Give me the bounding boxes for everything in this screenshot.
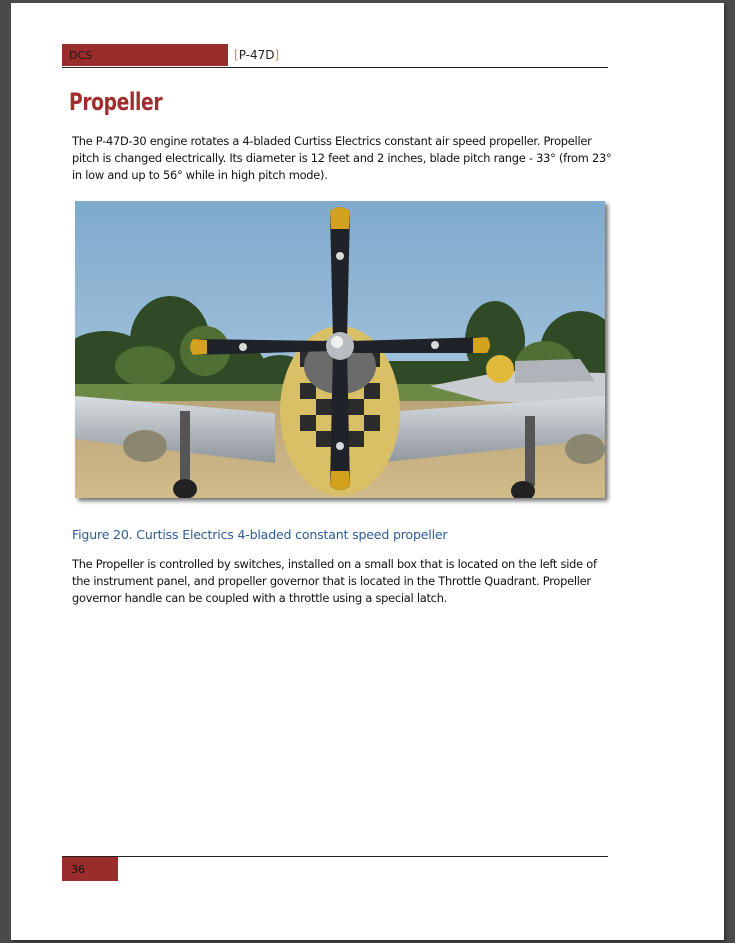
header-rule: [62, 67, 608, 68]
page-number: 36: [71, 863, 85, 876]
header-module: [234, 48, 279, 62]
figure-caption: Figure 20. Curtiss Electrics 4-bladed constant speed propeller: [72, 527, 448, 542]
section-title: Propeller: [69, 88, 163, 116]
header-bracket-close: ]: [274, 48, 280, 62]
header-brand: DCS: [69, 49, 93, 62]
header-bracket-open: [: [234, 48, 239, 62]
footer-rule: [62, 856, 608, 857]
propeller-photo: [75, 201, 605, 498]
intro-paragraph: The P-47D-30 engine rotates a 4-bladed Curtiss Electrics constant air speed propeller. Propeller pitch is changed electrically. Its diameter is 12 feet and 2 inches, blade pitch range - 33° (from 23° in low and up to 56° while in high pitch mode).: [72, 134, 612, 182]
header-module-label: P-47D: [238, 48, 275, 62]
governor-paragraph: The Propeller is controlled by switches, installed on a small box that is located on the left side of the instrument panel, and propeller governor that is located in the Throttle Quadrant. Propeller governor handle can be coupled with a throttle using a special latch.: [72, 557, 597, 605]
